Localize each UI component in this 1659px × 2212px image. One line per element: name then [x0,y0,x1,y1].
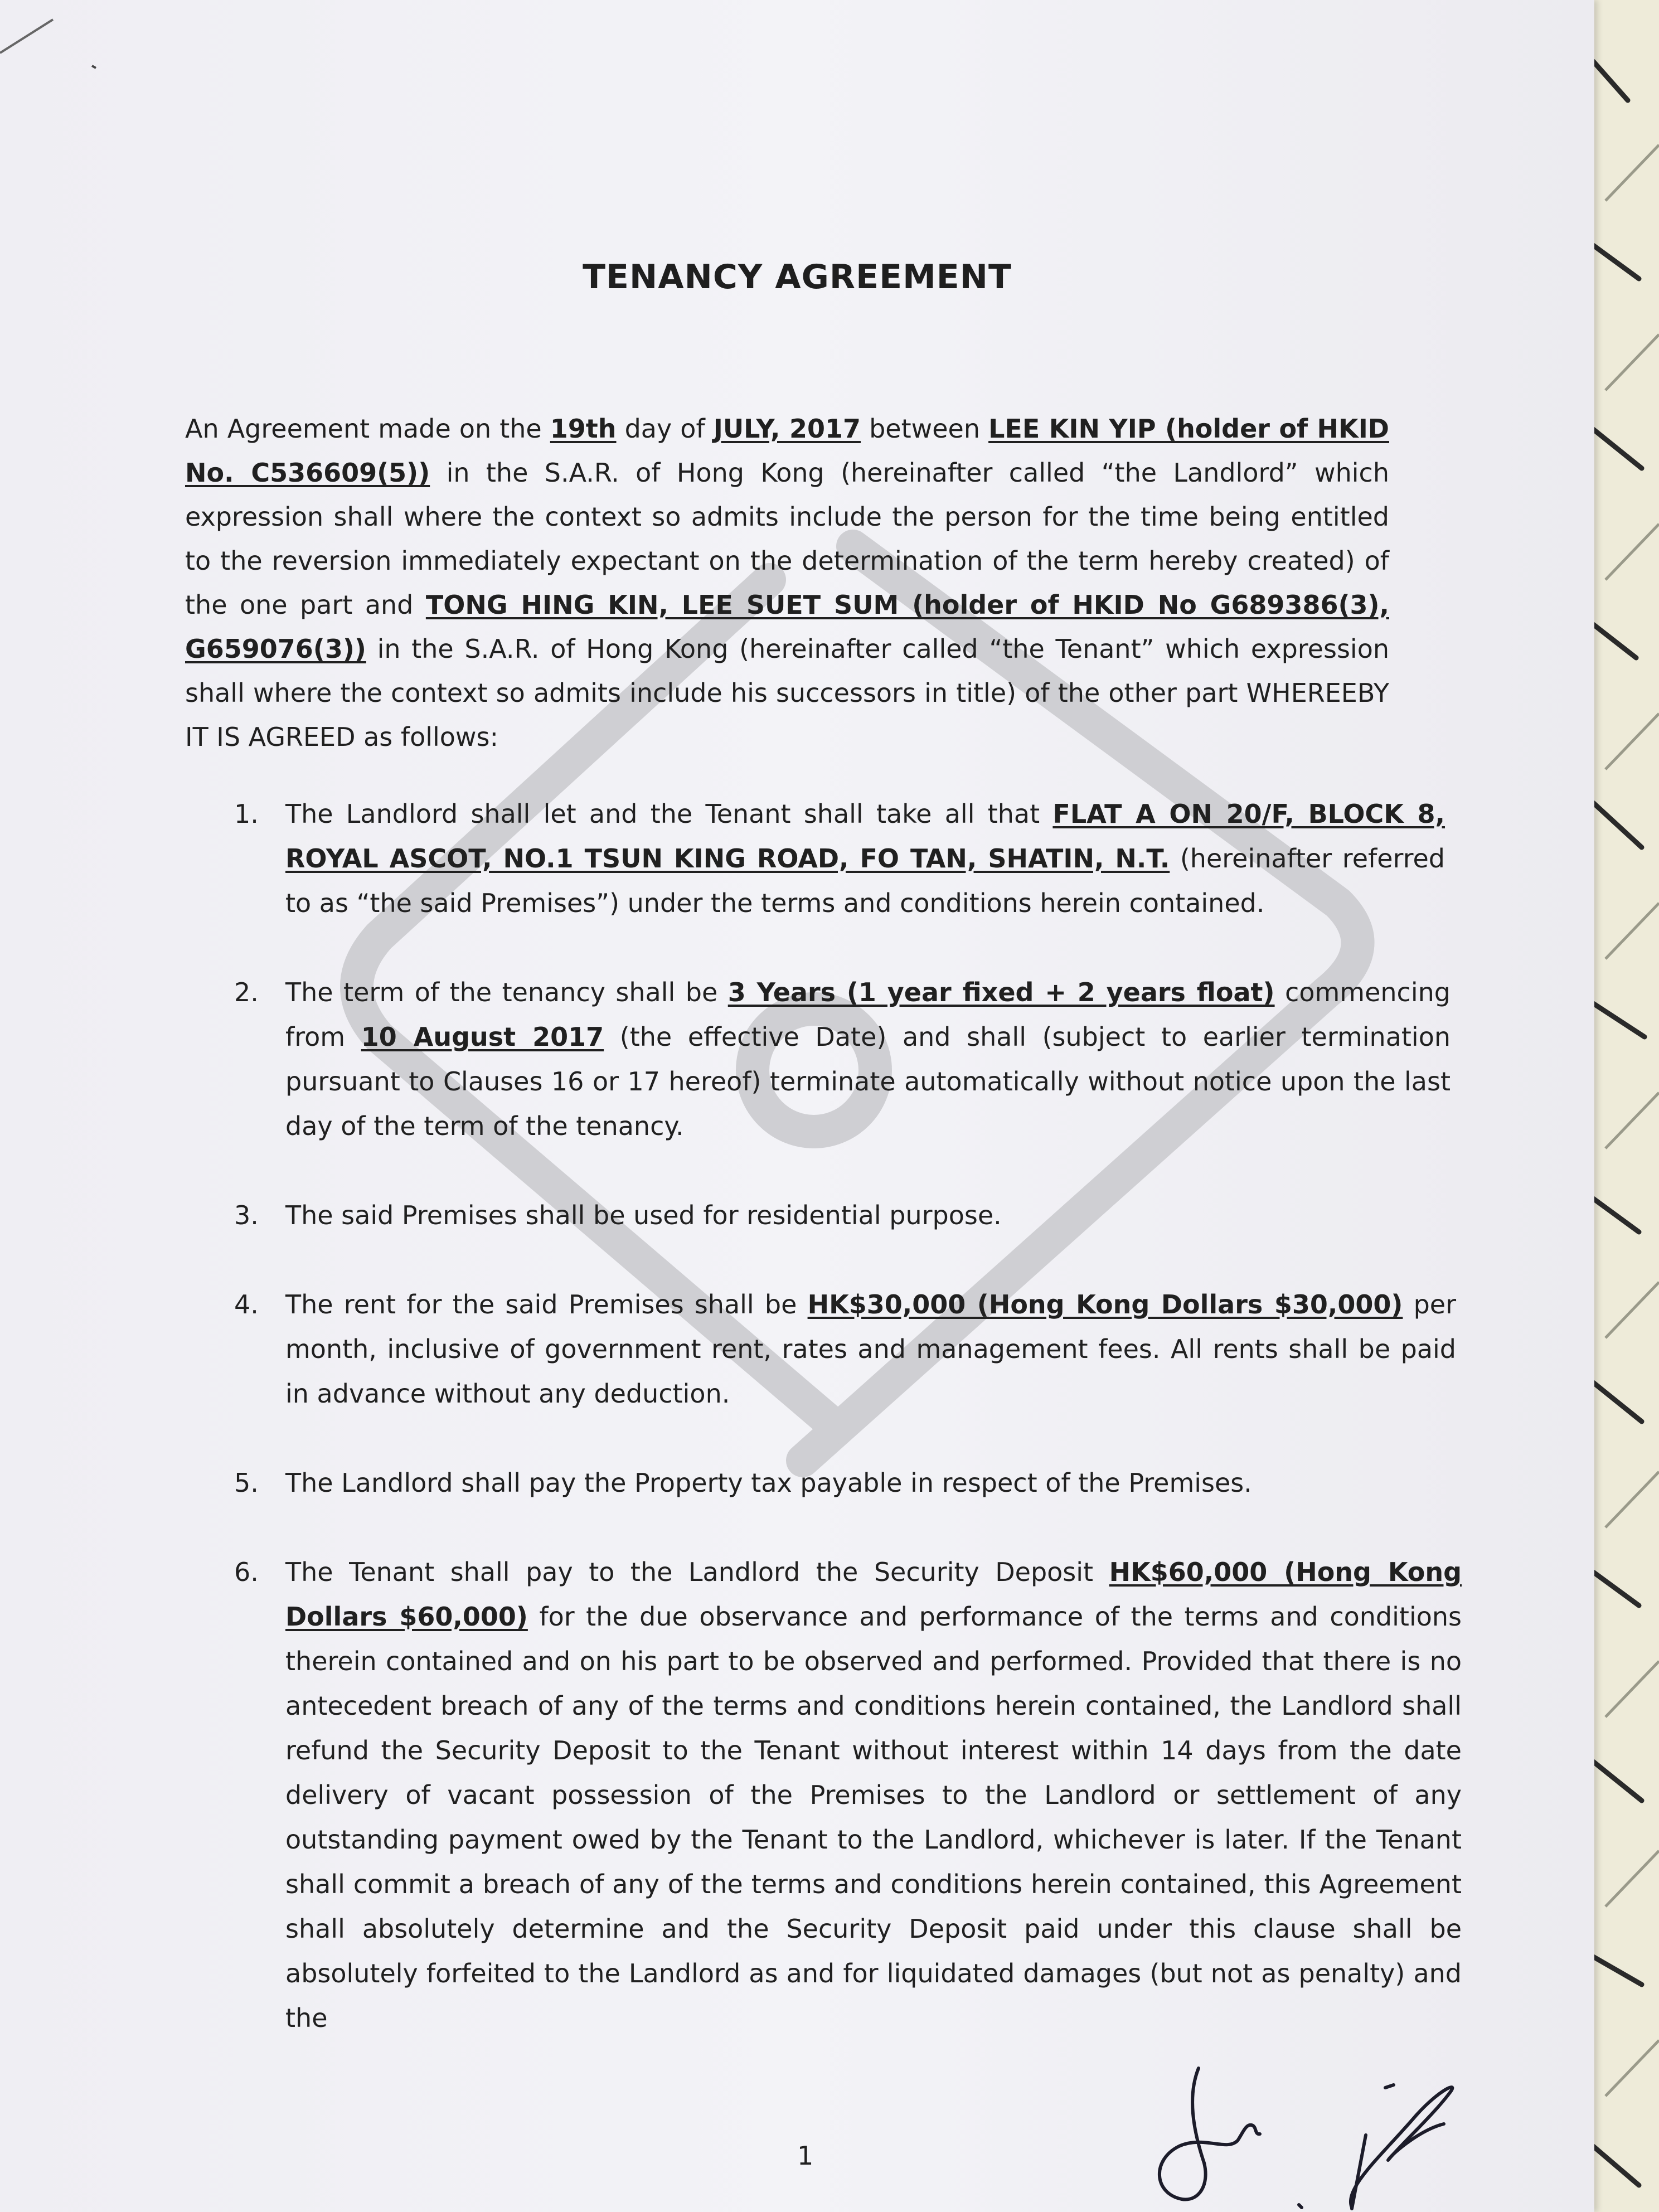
tenant-name: TONG HING KIN, LEE SUET SUM (holder of HKID No G689386(3), G659076(3)) [185,590,1389,664]
agreement-month-year: JULY, 2017 [713,414,861,444]
clause-number: 5. [234,1468,259,1498]
background-surface [1589,0,1659,2212]
clause-number: 6. [234,1557,259,1587]
document-title: TENANCY AGREEMENT [583,258,1012,297]
pen-mark [0,0,111,89]
intro-text: day of [616,414,714,444]
clause-text: (the effective Date) and shall (subject to earlier termination pursuant to Clauses 16 or 17 hereof) terminate automatically without notice upon the last day of the term of the tenancy. [285,1022,1451,1141]
clause-text: The term of the tenancy shall be [285,977,728,1007]
commencement-date: 10 August 2017 [361,1022,604,1052]
intro-text: in the S.A.R. of Hong Kong (hereinafter called “the Landlord” which expression shall where the context so admits include the person for the time being entitled to the reversion immediately expectant on the determination of the term hereby created) of the one part and [185,458,1389,620]
monthly-rent: HK$30,000 (Hong Kong Dollars $30,000) [807,1289,1403,1320]
clause-number: 4. [234,1289,259,1320]
clause-text: for the due observance and performance of the terms and conditions therein contained and on his part to be observed and performed. Provided that there is no antecedent breach of any of the terms and conditions herein contained, the Landlord shall refund the Security Deposit to the Tenant without interest within 14 days from the date delivery of vacant possession of the Premises to the Landlord or settlement of any outstanding payment owed by the Tenant to the Landlord, whichever is later. If the Tenant shall commit a breach of any of the terms and conditions herein contained, this Agreement shall absolutely determine and the Security Deposit paid under this clause shall be absolutely forfeited to the Landlord as and for liquidated damages (but not as penalty) and the [285,1602,1462,2033]
background-pattern-icon [1589,0,1659,2212]
security-deposit: HK$60,000 (Hong Kong Dollars $60,000) [285,1557,1462,1632]
clause-text: The said Premises shall be used for residential purpose. [285,1200,1002,1230]
agreement-day: 19th [550,414,617,444]
clause-1 [234,792,1445,925]
clause-text: The rent for the said Premises shall be [285,1289,808,1320]
clause-number: 1. [234,799,259,829]
clause-6 [234,1550,1462,2040]
clause-2 [234,970,1451,1148]
clause-text: The Landlord shall pay the Property tax payable in respect of the Premises. [285,1468,1252,1498]
page-number: 1 [797,2141,814,2171]
intro-text: An Agreement made on the [185,414,550,444]
intro-text: in the S.A.R. of Hong Kong (hereinafter called “the Tenant” which expression shall where the context so admits include his successors in title) of the other part WHEREEBY IT IS AGREED as follows: [185,634,1389,752]
clause-number: 2. [234,977,259,1007]
clause-5 [234,1461,1456,1505]
intro-text: between [861,414,989,444]
intro-paragraph [185,407,1389,759]
clause-3 [234,1193,1451,1238]
clause-text: (hereinafter referred to as “the said Premises”) under the terms and conditions herein contained. [285,843,1445,918]
clause-text: per month, inclusive of government rent, rates and management fees. All rents shall be paid in advance without any deduction. [285,1289,1456,1409]
premises-address: FLAT A ON 20/F, BLOCK 8, ROYAL ASCOT, NO.1 TSUN KING ROAD, FO TAN, SHATIN, N.T. [285,799,1445,874]
clause-text: commencing from [285,977,1451,1052]
clause-text: The Tenant shall pay to the Landlord the Security Deposit [285,1557,1109,1587]
clause-4 [234,1282,1456,1416]
landlord-name: LEE KIN YIP (holder of HKID No. C536609(5)) [185,414,1389,488]
clause-number: 3. [234,1200,259,1230]
signature-icon [1132,2063,1589,2212]
tenancy-term: 3 Years (1 year fixed + 2 years float) [727,977,1275,1007]
clause-text: The Landlord shall let and the Tenant shall take all that [285,799,1053,829]
